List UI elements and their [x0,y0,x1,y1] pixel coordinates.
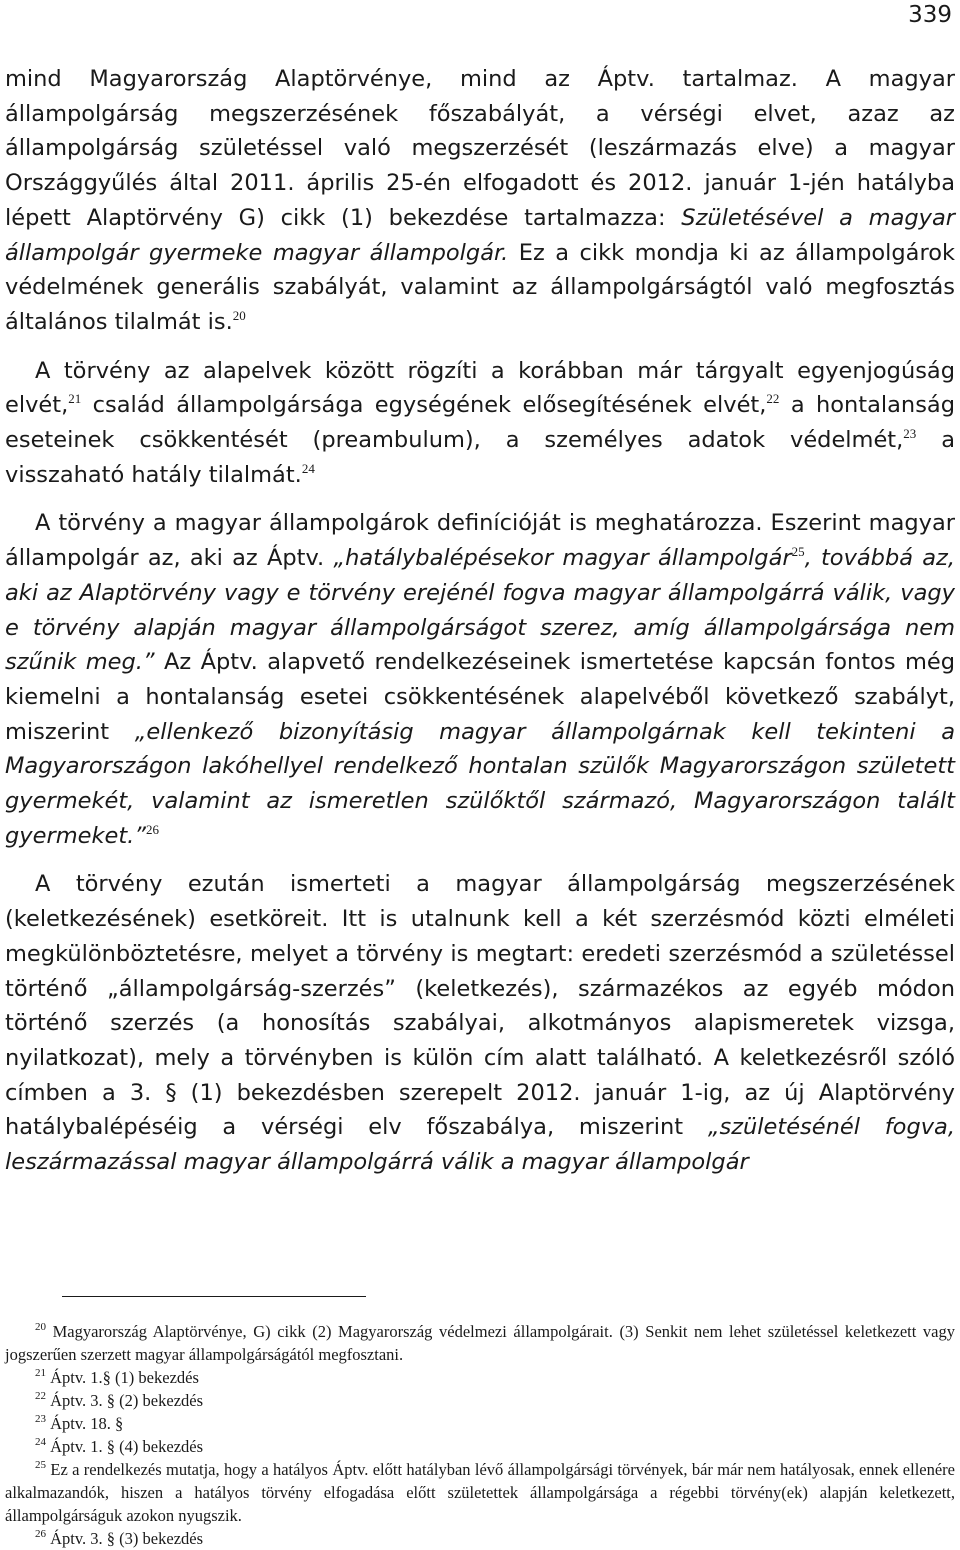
footnote-ref-20[interactable]: 20 [232,307,246,323]
footnote-text: Áptv. 3. § (2) bekezdés [50,1391,204,1410]
text-run: a hontalanság eseteinek csökkentését (preambulum), a személyes adatok védelmét, [5,392,955,454]
footnote-number: 21 [35,1367,46,1379]
footnote-text: Áptv. 1. § (4) bekezdés [50,1437,204,1456]
quote-hontalan-rule: „ellenkező bizonyításig magyar állampolgárnak kell tekinteni a Magyarországon lakóhellyel rendelkező hontalan szülők Magyarországon született gyermekét, valamint az ismeretlen szülőktől származó, Magyarországon talált gyermeket.” [5,718,956,849]
text-run: Az Áptv. alapvető rendelkezéseinek ismertetése kapcsán fontos még kiemelni a hontalanság esetei csökkentésének alapelvéből következő szabályt, miszerint [5,649,955,745]
paragraph-2 [5,354,955,493]
footnote-number: 22 [35,1390,46,1402]
footnote-20 [5,1320,955,1366]
page-number: 339 [908,2,952,28]
footnote-number: 24 [35,1436,46,1448]
footnote-text: Ez a rendelkezés mutatja, hogy a hatályos Áptv. előtt hatályban lévő állampolgársági törvények, bár már nem hatályosak, ennek ellenére alkalmazandók, hiszen a hatályos törvény elfogadása előtt születettek állampolgársága a régebbi törvény(ek) alapján keletkezett, állampolgárságuk azokon nyugszik. [5,1460,956,1525]
quote-versegi-elv: „születésénél fogva, leszármazással magyar állampolgárrá válik a magyar állampolgár [5,1114,955,1176]
footnote-22 [5,1389,955,1412]
text-run: mind Magyarország Alaptörvénye, mind az Áptv. tartalmaz. A magyar állampolgárság megszerzésének főszabályát, a vérségi elvet, azaz az állampolgárság születéssel való megszerzését (leszármazás elve) a magyar Országgyűlés által 2011. április 25-én elfogadott és 2012. január 1-jén hatályba lépett Alaptörvény G) cikk (1) bekezdése tartalmazza: [5,66,955,231]
footnote-21 [5,1366,955,1389]
footnote-ref-21[interactable]: 21 [68,391,82,407]
footnote-separator [62,1296,366,1297]
footnote-text: Áptv. 1.§ (1) bekezdés [50,1368,199,1387]
footnote-text: Magyarország Alaptörvénye, G) cikk (2) Magyarország védelmezi állampolgárait. (3) Senkit nem lehet születéssel keletkezett vagy jogszerűen szerzett magyar állampolgárságától megfosztani. [5,1322,956,1364]
quote-aptv-definition-cont: , továbbá az, aki az Alaptörvény vagy e törvény erejénél fogva magyar állampolgárrá válik, vagy e törvény alapján magyar állampolgárságot szerez, amíg állampolgársága nem szűnik meg.” [5,545,956,676]
quote-alaptorveny: Születésével a magyar állampolgár gyermeke magyar állampolgár. [5,204,955,266]
footnote-ref-26[interactable]: 26 [145,821,159,837]
footnote-number: 26 [35,1528,46,1540]
footnotes [5,1320,955,1550]
footnote-number: 25 [35,1459,46,1471]
footnote-23 [5,1412,955,1435]
text-run: A törvény ezután ismerteti a magyar állampolgárság megszerzésének (keletkezésének) esetköreit. Itt is utalnunk kell a két szerzésmód közti elméleti megkülönböztetésre, melyet a törvény is megtart: eredeti szerzésmód a születéssel történő „állampolgárság-szerzés” (keletkezés), származékos az egyéb módon történő szerzés (a honosítás szabályai, alkotmányos alapismeretek vizsga, nyilatkozat), mely a törvényben is külön cím alatt található. A keletkezésről szóló címben a 3. § (1) bekezdésben szerepelt 2012. január 1-ig, az új Alaptörvény hatálybalépéséig a vérségi elv főszabálya, miszerint [5,871,955,1141]
footnote-26 [5,1527,955,1550]
footnote-ref-23[interactable]: 23 [903,426,917,442]
text-run: Ez a cikk mondja ki az állampolgárok védelmének generális szabályát, valamint az állampolgárságtól való megfosztás általános tilalmát is. [5,239,955,335]
text-run: család állampolgársága egységének elősegítésének elvét, [81,392,767,419]
quote-aptv-definition: „hatálybalépésekor magyar állampolgár [333,545,792,572]
footnote-text: Áptv. 18. § [50,1414,124,1433]
footnote-number: 23 [35,1413,46,1425]
footnote-number: 20 [35,1321,46,1333]
text-run: A törvény a magyar állampolgárok definícióját is meghatározza. Eszerint magyar állampolgár az, aki az Áptv. [5,510,955,572]
text-run: A törvény az alapelvek között rögzíti a korábban már tárgyalt egyenjogúság elvét, [5,357,955,419]
footnote-25 [5,1458,955,1527]
paragraph-3 [5,506,955,853]
footnote-24 [5,1435,955,1458]
body-text [5,62,955,1194]
footnote-text: Áptv. 3. § (3) bekezdés [50,1529,204,1548]
text-run: a visszaható hatály tilalmát. [5,427,955,488]
paragraph-1 [5,62,955,340]
footnote-ref-22[interactable]: 22 [766,391,780,407]
paragraph-4 [5,867,955,1179]
footnote-ref-25[interactable]: 25 [791,544,805,560]
footnote-ref-24[interactable]: 24 [301,460,315,476]
